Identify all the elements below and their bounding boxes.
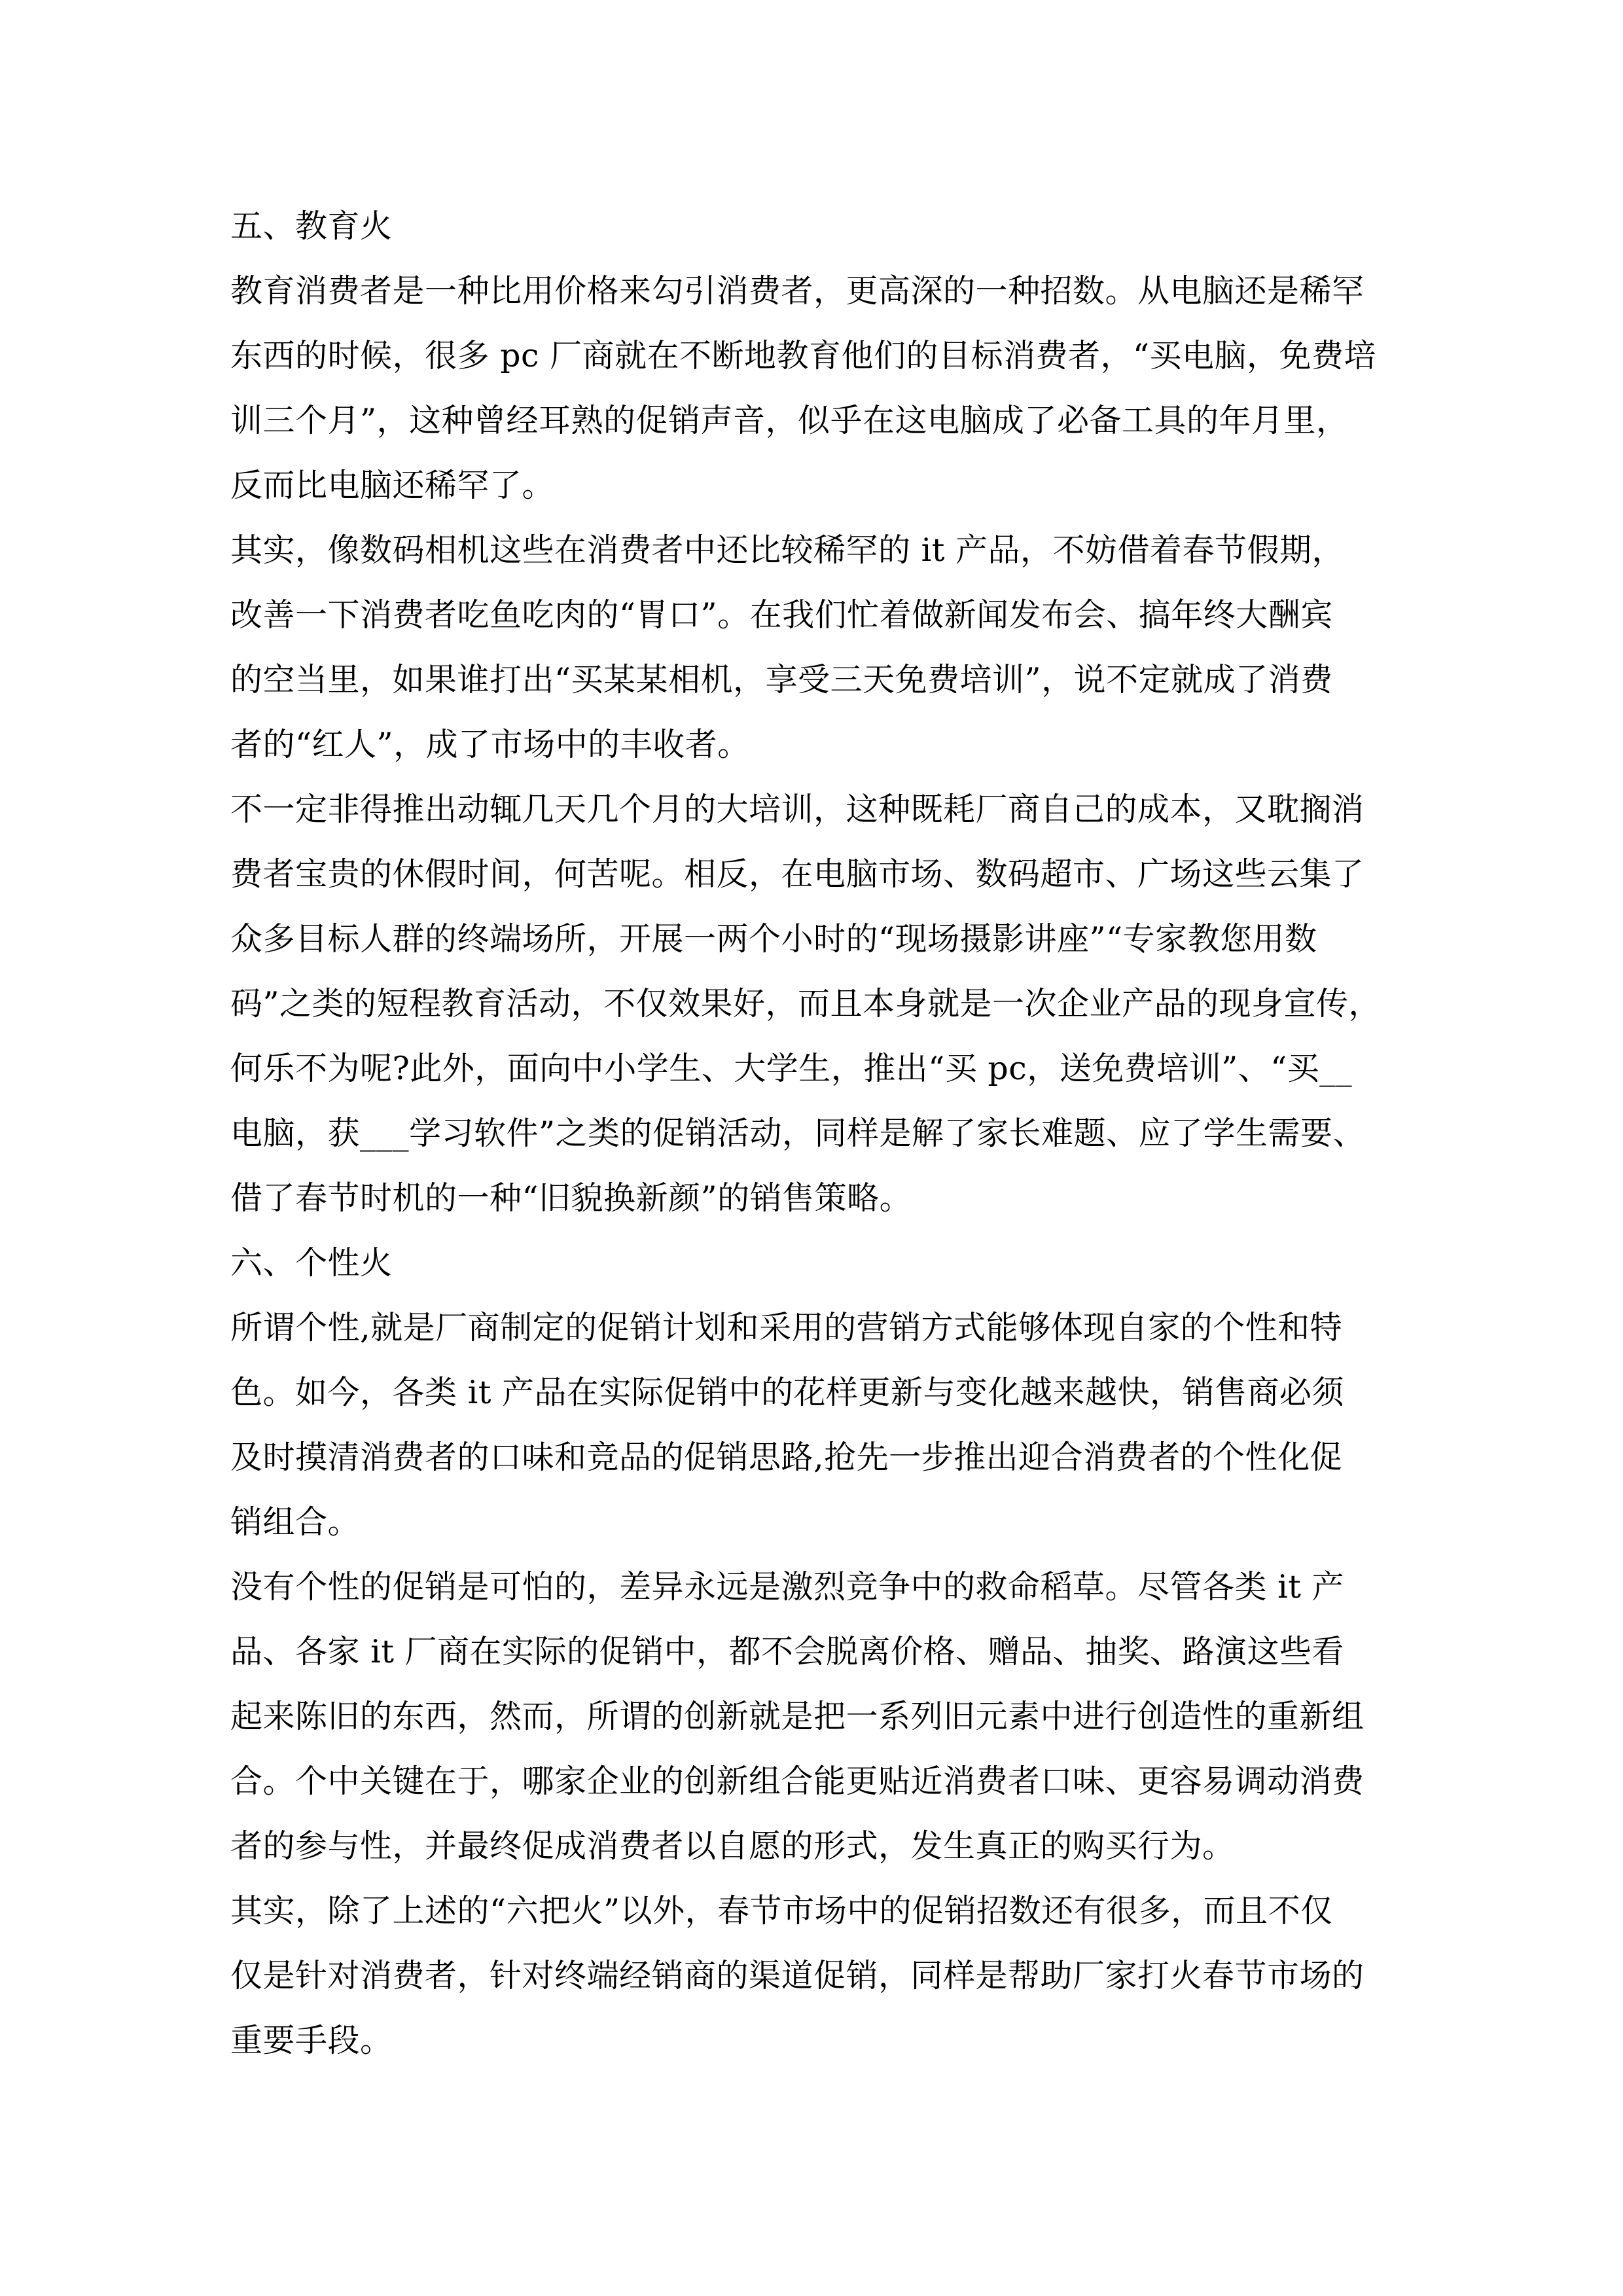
text-line: 的空当里，如果谁打出“买某某相机，享受三天免费培训”，说不定就成了消费 bbox=[230, 661, 1333, 698]
text-line: 众多目标人群的终端场所，开展一两个小时的“现场摄影讲座”“专家教您用数 bbox=[230, 920, 1317, 958]
text-line: 合。个中关键在于，哪家企业的创新组合能更贴近消费者口味、更容易调动消费 bbox=[230, 1763, 1364, 1800]
text-line: 电脑，获___学习软件”之类的促销活动，同样是解了家长难题、应了学生需要、 bbox=[230, 1115, 1366, 1152]
text-body bbox=[230, 194, 1402, 2073]
text-line: 反而比电脑还稀罕了。 bbox=[230, 467, 555, 504]
text-line: 何乐不为呢?此外，面向中小学生、大学生，推出“买 pc，送免费培训”、“买__ bbox=[230, 1050, 1353, 1087]
text-line: 改善一下消费者吃鱼吃肉的“胃口”。在我们忙着做新闻发布会、搞年终大酬宾 bbox=[230, 596, 1333, 634]
text-line: 重要手段。 bbox=[230, 2022, 393, 2059]
text-line: 东西的时候，很多 pc 厂商就在不断地教育他们的目标消费者，“买电脑，免费培 bbox=[230, 337, 1377, 374]
text-line: 品、各家 it 厂商在实际的促销中，都不会脱离价格、赠品、抽奖、路演这些看 bbox=[230, 1633, 1345, 1670]
text-line: 色。如今，各类 it 产品在实际促销中的花样更新与变化越来越快，销售商必须 bbox=[230, 1374, 1345, 1411]
text-line: 五、教育火 bbox=[230, 207, 393, 245]
text-line: 起来陈旧的东西，然而，所谓的创新就是把一系列旧元素中进行创造性的重新组 bbox=[230, 1698, 1364, 1735]
text-line: 训三个月”，这种曾经耳熟的促销声音，似乎在这电脑成了必备工具的年月里， bbox=[230, 402, 1349, 439]
text-line: 六、个性火 bbox=[230, 1244, 393, 1282]
text-line: 其实，像数码相机这些在消费者中还比较稀罕的 it 产品，不妨借着春节假期， bbox=[230, 531, 1345, 569]
text-line: 教育消费者是一种比用价格来勾引消费者，更高深的一种招数。从电脑还是稀罕 bbox=[230, 272, 1364, 310]
text-line: 者的参与性，并最终促成消费者以自愿的形式，发生真正的购买行为。 bbox=[230, 1827, 1235, 1865]
text-line: 码”之类的短程教育活动，不仅效果好，而且本身就是一次企业产品的现身宣传， bbox=[230, 985, 1382, 1022]
text-line: 不一定非得推出动辄几天几个月的大培训，这种既耗厂商自己的成本，又耽搁消 bbox=[230, 791, 1364, 828]
text-line: 仅是针对消费者，针对终端经销商的渠道促销，同样是帮助厂家打火春节市场的 bbox=[230, 1957, 1364, 1994]
text-line: 者的“红人”，成了市场中的丰收者。 bbox=[230, 726, 750, 763]
text-line: 其实，除了上述的“六把火”以外，春节市场中的促销招数还有很多，而且不仅 bbox=[230, 1892, 1333, 1929]
text-line: 及时摸清消费者的口味和竞品的促销思路,抢先一步推出迎合消费者的个性化促 bbox=[230, 1439, 1343, 1476]
text-line: 销组合。 bbox=[230, 1503, 361, 1541]
text-line: 没有个性的促销是可怕的，差异永远是激烈竞争中的救命稻草。尽管各类 it 产 bbox=[230, 1568, 1345, 1605]
text-line: 借了春节时机的一种“旧貌换新颜”的销售策略。 bbox=[230, 1179, 912, 1217]
text-line: 费者宝贵的休假时间，何苦呢。相反，在电脑市场、数码超市、广场这些云集了 bbox=[230, 855, 1364, 893]
text-line: 所谓个性,就是厂商制定的促销计划和采用的营销方式能够体现自家的个性和特 bbox=[230, 1309, 1343, 1346]
